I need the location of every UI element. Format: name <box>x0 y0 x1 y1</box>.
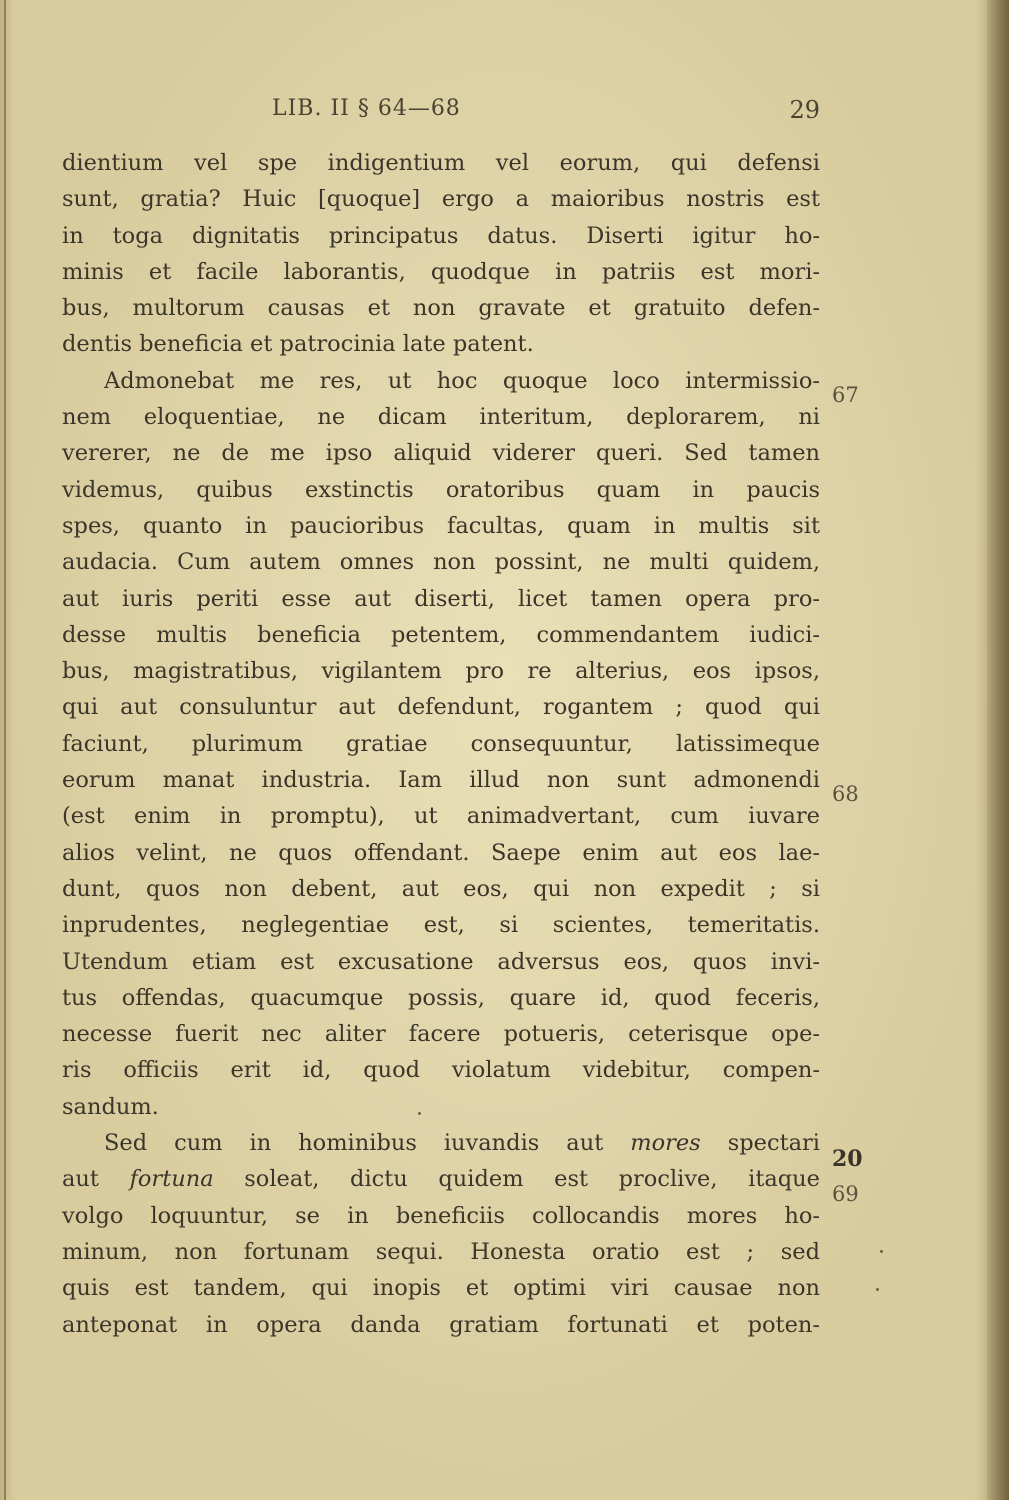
text-line: (est enim in promptu), ut animadvertant, cum iuvare <box>62 803 820 830</box>
text-line: Utendum etiam est excusatione adversus eos, quos invi- <box>62 948 820 975</box>
text-line <box>62 1161 820 1197</box>
text-line: desse multis beneficia petentem, commendantem iudici- <box>62 621 820 648</box>
text-run: soleat, dictu quidem est proclive, itaque <box>213 1166 820 1193</box>
text-line: eorum manat industria. Iam illud non sunt admonendi <box>62 767 820 794</box>
margin-section-number: 67 <box>832 383 859 407</box>
text-line: dentis beneficia et patrocinia late patent. <box>62 331 534 358</box>
text-run: aut <box>62 1166 130 1193</box>
text-line: volgo loquuntur, se in beneficiis collocandis mores ho- <box>62 1202 820 1229</box>
running-head: LIB. II § 64—68 <box>272 96 461 121</box>
text-line: necesse fuerit nec aliter facere potueris, ceterisque ope- <box>62 1021 820 1048</box>
margin-chapter-number: 20 <box>832 1146 863 1172</box>
italic-word: mores <box>630 1130 701 1157</box>
text-line: audacia. Cum autem omnes non possint, ne multi quidem, <box>62 549 820 576</box>
text-line: tus offendas, quacumque possis, quare id, quod feceris, <box>62 984 820 1011</box>
text-line: minum, non fortunam sequi. Honesta oratio est ; sed <box>62 1238 820 1265</box>
paper-speck <box>880 1250 883 1253</box>
text-line: qui aut consuluntur aut defendunt, rogantem ; quod qui <box>62 694 820 721</box>
text-line: dientium vel spe indigentium vel eorum, qui defensi <box>62 150 820 176</box>
paper-speck <box>876 1288 879 1291</box>
page-number: 29 <box>789 96 820 124</box>
paper-speck <box>418 1112 421 1115</box>
italic-word: fortuna <box>129 1166 214 1193</box>
text-line: aut iuris periti esse aut diserti, licet tamen opera pro- <box>62 585 820 612</box>
text-line: in toga dignitatis principatus datus. Diserti igitur ho- <box>62 222 820 249</box>
text-line: dunt, quos non debent, aut eos, qui non expedit ; si <box>62 875 820 902</box>
text-line: nem eloquentiae, ne dicam interitum, deplorarem, ni <box>62 404 820 431</box>
text-run: Sed cum in hominibus iuvandis aut <box>104 1130 631 1157</box>
text-line: alios velint, ne quos offendant. Saepe enim aut eos lae- <box>62 839 820 866</box>
margin-section-number: 68 <box>832 782 859 806</box>
text-line: videmus, quibus exstinctis oratoribus quam in paucis <box>62 476 820 503</box>
text-line: bus, magistratibus, vigilantem pro re alterius, eos ipsos, <box>62 658 820 685</box>
page-spine-edge <box>4 0 6 1500</box>
text-line: inprudentes, neglegentiae est, si scientes, temeritatis. <box>62 912 820 939</box>
text-line: sandum. <box>62 1093 159 1120</box>
text-line: minis et facile laborantis, quodque in patriis est mori- <box>62 258 820 285</box>
body-text <box>62 145 820 1343</box>
text-line <box>62 1125 820 1161</box>
text-line: quis est tandem, qui inopis et optimi viri causae non <box>62 1275 820 1302</box>
text-line: spes, quanto in paucioribus facultas, quam in multis sit <box>62 512 820 539</box>
text-run: spectari <box>700 1130 820 1157</box>
text-line: sunt, gratia? Huic [quoque] ergo a maioribus nostris est <box>62 186 820 213</box>
text-line: Admonebat me res, ut hoc quoque loco intermissio- <box>104 367 820 394</box>
text-line: vererer, ne de me ipso aliquid viderer queri. Sed tamen <box>62 440 820 467</box>
text-line: anteponat in opera danda gratiam fortunati et poten- <box>62 1311 820 1338</box>
text-line: ris officiis erit id, quod violatum videbitur, compen- <box>62 1057 820 1084</box>
margin-section-number: 69 <box>832 1182 859 1206</box>
text-line: bus, multorum causas et non gravate et gratuito defen- <box>62 295 820 322</box>
text-line: faciunt, plurimum gratiae consequuntur, latissimeque <box>62 730 820 757</box>
page-right-edge-shadow <box>987 0 1009 1500</box>
page-header <box>62 96 820 132</box>
